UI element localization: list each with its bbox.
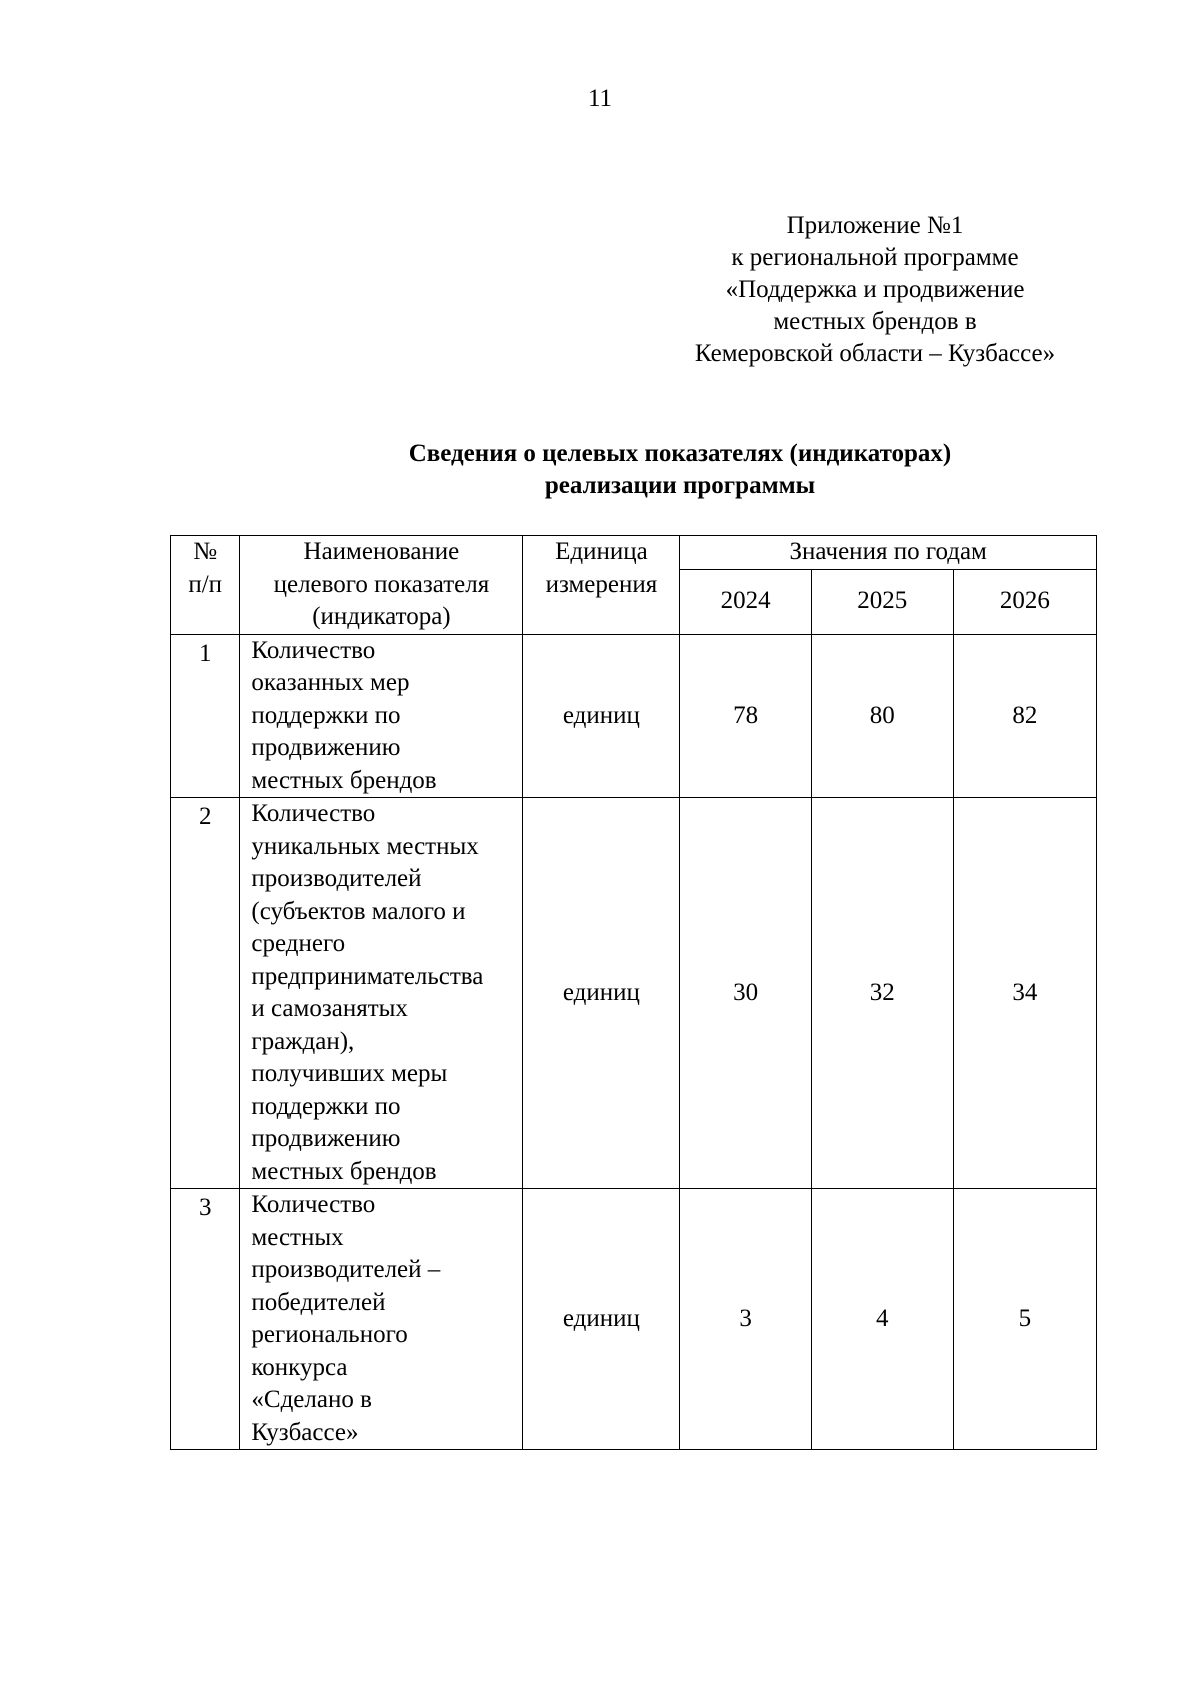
- indicator-name-line: оказанных мер: [251, 669, 410, 696]
- row-number: 1: [171, 634, 240, 798]
- header-row: [171, 536, 1097, 570]
- unit-of-measure: единиц: [523, 1189, 680, 1450]
- header-unit-line: Единица: [555, 538, 648, 565]
- header-name-line: целевого показателя: [273, 570, 490, 598]
- value-2025: 4: [811, 1189, 953, 1450]
- indicator-name-line: поддержки по: [251, 701, 401, 729]
- value-2026: 5: [953, 1189, 1096, 1450]
- indicator-name-line: производителей: [251, 865, 422, 892]
- indicator-name-line: Количество: [251, 1191, 376, 1218]
- indicator-name-line: Количество: [251, 800, 376, 827]
- header-name-line: Наименование: [303, 538, 460, 565]
- row-number: 3: [171, 1189, 240, 1450]
- table-row: [171, 798, 1097, 1189]
- indicator-name-line: производителей –: [251, 1256, 441, 1283]
- indicator-name: [240, 1189, 523, 1450]
- value-2024: 30: [680, 798, 811, 1189]
- indicator-name-line: «Сделано в: [251, 1386, 372, 1413]
- indicator-name-line: регионального: [251, 1321, 408, 1348]
- value-2025: 80: [811, 634, 953, 798]
- value-2026: 34: [953, 798, 1096, 1189]
- indicator-name-line: (субъектов малого и: [251, 897, 466, 925]
- indicator-name-line: уникальных местных: [251, 832, 479, 860]
- appendix-line: Приложение №1: [786, 212, 964, 239]
- title-line: реализации программы: [544, 472, 816, 499]
- indicator-name-line: победителей: [251, 1288, 386, 1316]
- indicator-name-line: конкурса: [251, 1353, 348, 1381]
- header-values-by-year: Значения по годам: [680, 536, 1097, 570]
- value-2024: 78: [680, 634, 811, 798]
- header-year: 2025: [811, 569, 953, 634]
- indicator-name-line: местных: [251, 1223, 344, 1251]
- unit-of-measure: единиц: [523, 798, 680, 1189]
- indicator-name-line: Кузбассе»: [251, 1418, 359, 1446]
- indicator-name-line: местных брендов: [251, 766, 437, 794]
- indicator-name-line: среднего: [251, 930, 346, 957]
- page-number: 11: [587, 85, 613, 112]
- appendix-line: «Поддержка и продвижение: [725, 276, 1025, 303]
- header-num: [171, 536, 240, 635]
- indicator-name-line: получивших меры: [251, 1060, 448, 1087]
- header-name-line: (индикатора): [312, 603, 451, 630]
- indicator-name-line: Количество: [251, 636, 376, 664]
- header-year: 2024: [680, 569, 811, 634]
- table-row: [171, 634, 1097, 798]
- value-2024: 3: [680, 1189, 811, 1450]
- indicator-name: [240, 634, 523, 798]
- indicator-name-line: предпринимательства: [251, 962, 484, 990]
- table-row: [171, 1189, 1097, 1450]
- document-title: [270, 438, 1090, 502]
- row-number: 2: [171, 798, 240, 1189]
- title-line: Сведения о целевых показателях (индикаторах): [408, 440, 952, 467]
- indicator-name-line: продвижению: [251, 734, 401, 761]
- header-unit: [523, 536, 680, 635]
- header-unit-line: измерения: [545, 570, 658, 598]
- value-2026: 82: [953, 634, 1096, 798]
- indicator-name-line: местных брендов: [251, 1157, 437, 1185]
- appendix-line: к региональной программе: [731, 244, 1019, 271]
- indicators-table: [170, 535, 1097, 1450]
- header-num-line: №: [193, 538, 218, 565]
- indicator-name: [240, 798, 523, 1189]
- appendix-line: местных брендов в: [773, 308, 977, 335]
- indicator-name-line: граждан),: [251, 1027, 355, 1055]
- appendix-line: Кемеровской области – Кузбассе»: [694, 340, 1056, 367]
- indicator-name-line: и самозанятых: [251, 995, 408, 1022]
- indicator-name-line: продвижению: [251, 1125, 401, 1152]
- header-name: [240, 536, 523, 635]
- unit-of-measure: единиц: [523, 634, 680, 798]
- header-num-line: п/п: [188, 570, 223, 598]
- value-2025: 32: [811, 798, 953, 1189]
- header-year: 2026: [953, 569, 1096, 634]
- appendix-reference: [660, 210, 1090, 370]
- indicator-name-line: поддержки по: [251, 1092, 401, 1120]
